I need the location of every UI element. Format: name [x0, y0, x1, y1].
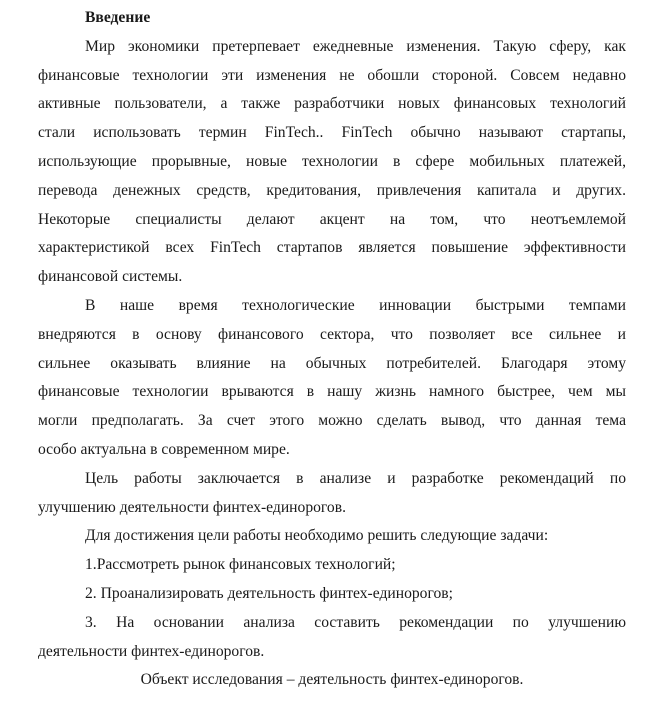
text-line: 2. Проанализировать деятельность финтех-единорогов;: [85, 584, 453, 602]
text-line: Некоторые специалисты делают акцент на том, что неотъемлемой: [38, 210, 626, 228]
document-heading: Введение: [85, 9, 151, 26]
text-line: внедряются в основу финансового сектора, что позволяет все сильнее и: [38, 325, 626, 343]
text-line: Цель работы заключается в анализе и разработке рекомендаций по: [85, 469, 626, 487]
text-line: Для достижения цели работы необходимо решить следующие задачи:: [85, 527, 549, 545]
text-line: финансовые технологии эти изменения не обошли стороной. Совсем недавно: [38, 66, 626, 84]
text-line: использующие прорывные, новые технологии в сфере мобильных платежей,: [38, 152, 626, 170]
text-line: деятельности финтех-единорогов.: [38, 642, 265, 660]
text-line: финансовые технологии врываются в нашу жизнь намного быстрее, чем мы: [38, 383, 626, 401]
text-line: особо актуальна в современном мире.: [38, 440, 290, 458]
text-line: стали использовать термин FinTech.. FinTech обычно называют стартапы,: [38, 124, 626, 142]
task-item-2: [38, 580, 626, 609]
text-line: 1.Рассмотреть рынок финансовых технологий;: [85, 556, 396, 574]
text-line: В наше время технологические инновации быстрыми темпами: [85, 296, 626, 314]
text-line: улучшению деятельности финтех-единорогов.: [38, 498, 346, 516]
text-line: финансовой системы.: [38, 268, 183, 286]
task-item-3: [38, 609, 626, 667]
text-line: активные пользователи, а также разработчики новых финансовых технологий: [38, 95, 626, 113]
paragraph-innovation: [38, 292, 626, 465]
paragraph-tasks-intro: [38, 522, 626, 551]
text-line: могли предполагать. За счет этого можно сделать вывод, что данная тема: [38, 412, 626, 430]
text-line: Объект исследования – деятельность финтех-единорогов.: [140, 671, 524, 689]
text-line: сильнее оказывать влияние на обычных потребителей. Благодаря этому: [38, 354, 626, 372]
text-line: 3. На основании анализа составить рекомендации по улучшению: [85, 613, 626, 631]
text-line: перевода денежных средств, кредитования, привлечения капитала и других.: [38, 181, 626, 199]
paragraph-goal: [38, 465, 626, 523]
text-line: характеристикой всех FinTech стартапов является повышение эффективности: [38, 239, 626, 257]
task-item-1: [38, 551, 626, 580]
paragraph-object: [38, 666, 626, 695]
paragraph-intro: [38, 33, 626, 292]
document-page: [38, 4, 626, 695]
text-line: Мир экономики претерпевает ежедневные изменения. Такую сферу, как: [85, 37, 626, 55]
